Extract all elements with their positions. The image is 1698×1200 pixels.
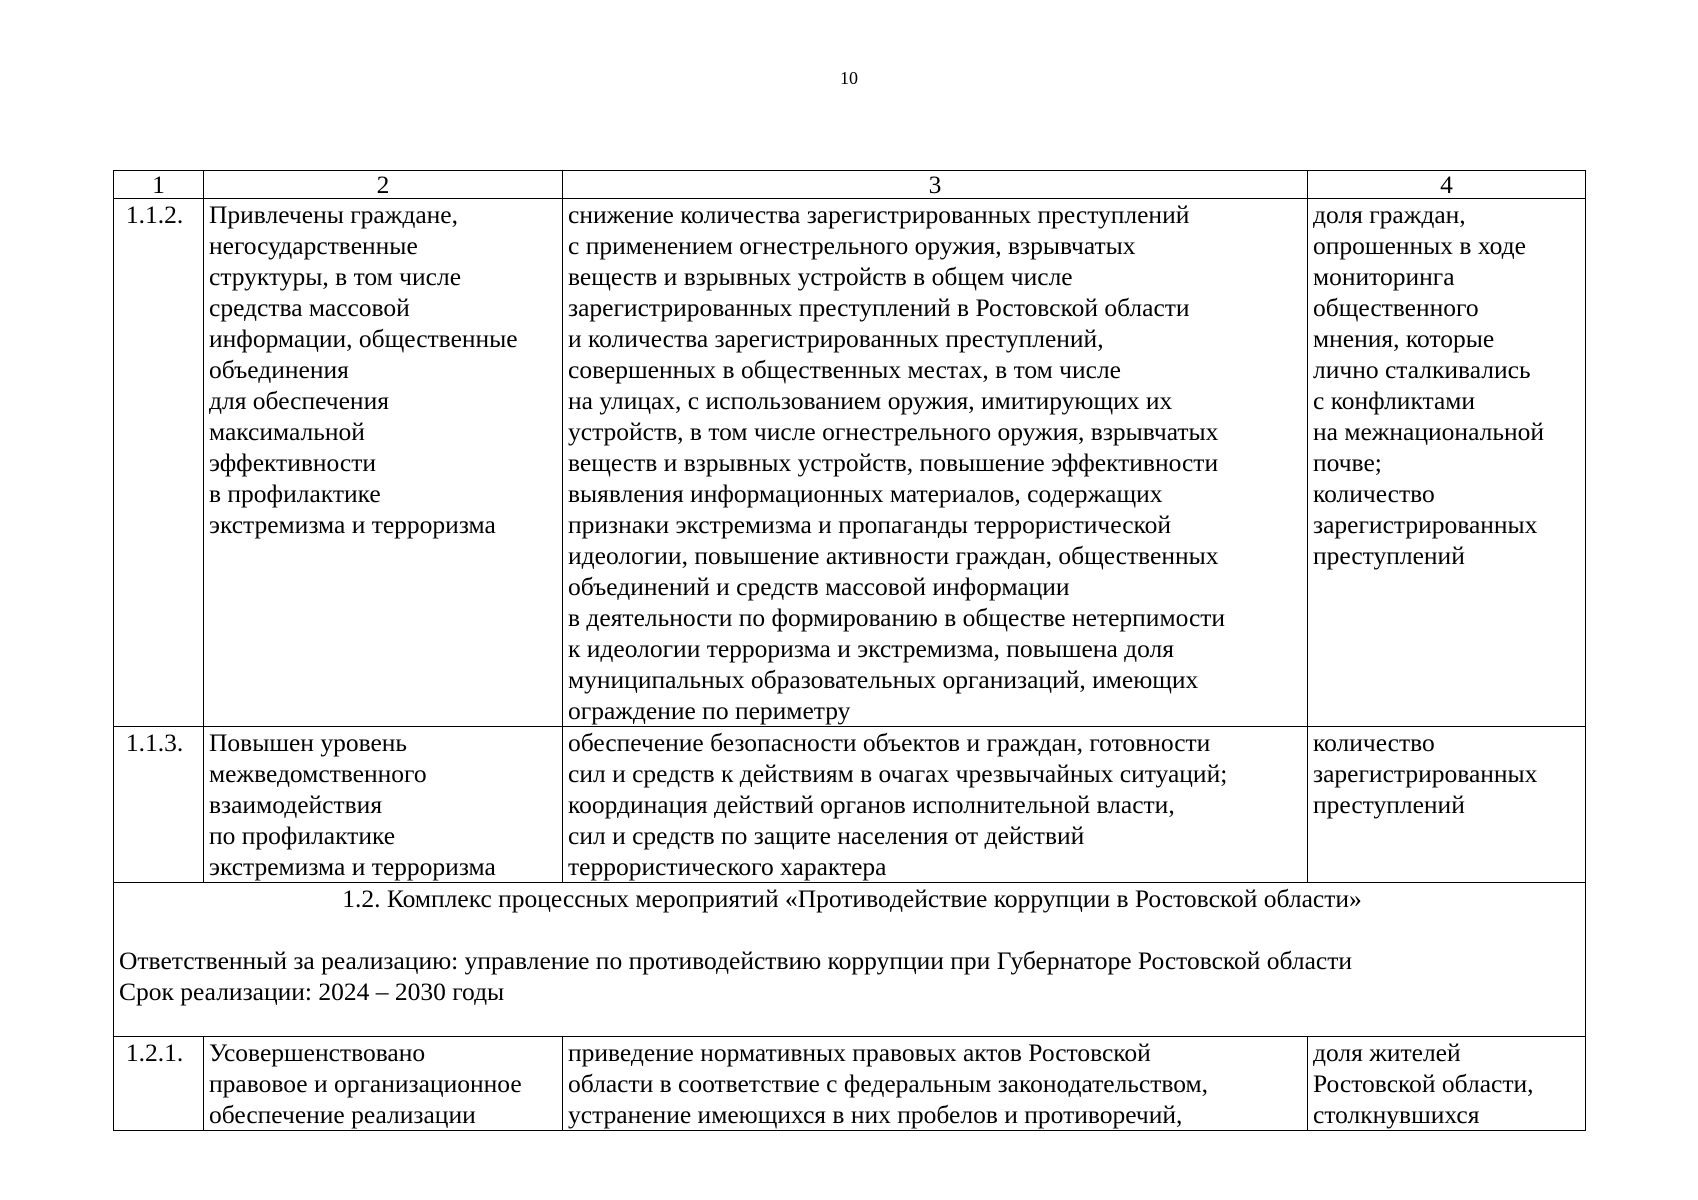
cell-text-line: с применением огнестрельного оружия, взрывчатых xyxy=(568,231,1136,260)
cell-text-line: идеологии, повышение активности граждан, общественных xyxy=(568,541,1219,570)
cell-text-line: устранение имеющихся в них пробелов и противоречий, xyxy=(568,1100,1183,1129)
cell-text-line: обеспечение реализации xyxy=(209,1100,476,1129)
cell-text-line: негосударственные xyxy=(209,231,418,260)
page-number: 10 xyxy=(840,68,858,88)
cell-text-line: экстремизма и терроризма xyxy=(209,510,496,539)
cell-text-line: количество xyxy=(1313,479,1435,508)
cell-text-line: снижение количества зарегистрированных преступлений xyxy=(568,200,1190,229)
cell-text-line: сил и средств по защите населения от действий xyxy=(568,821,1085,850)
section-row xyxy=(114,883,1586,1037)
result-description xyxy=(204,199,563,727)
table-row xyxy=(114,199,1586,727)
result-description xyxy=(204,727,563,883)
cell-text-line: в деятельности по формированию в обществе нетерпимости xyxy=(568,603,1226,632)
cell-text-line: Привлечены граждане, xyxy=(209,200,458,229)
cell-text-line: межведомственного xyxy=(209,759,427,788)
result-characteristics xyxy=(563,1037,1308,1131)
row-number: 1.1.3. xyxy=(114,727,204,883)
cell-text-line: муниципальных образовательных организаций, имеющих xyxy=(568,665,1199,694)
cell-text-line: информации, общественные xyxy=(209,324,518,353)
cell-text-line: на межнациональной xyxy=(1313,417,1545,446)
table-row xyxy=(114,727,1586,883)
cell-text-line: координация действий органов исполнительной власти, xyxy=(568,790,1175,819)
cell-text-line: преступлений xyxy=(1313,541,1465,570)
cell-text-line: веществ и взрывных устройств, повышение эффективности xyxy=(568,448,1219,477)
cell-text-line: объединений и средств массовой информации xyxy=(568,572,1070,601)
section-responsible: Ответственный за реализацию: управление по противодействию коррупции при Губернаторе Ростовской области xyxy=(119,946,1353,975)
cell-text-line: взаимодействия xyxy=(209,790,383,819)
cell-text-line: на улицах, с использованием оружия, имитирующих их xyxy=(568,386,1173,415)
cell-text-line: правовое и организационное xyxy=(209,1069,522,1098)
cell-text-line: ограждение по периметру xyxy=(568,696,851,725)
cell-text-line: Усовершенствовано xyxy=(209,1038,426,1067)
row-number: 1.1.2. xyxy=(114,199,204,727)
cell-text-line: террористического характера xyxy=(568,852,887,881)
cell-text-line: мнения, которые xyxy=(1313,324,1495,353)
section-cell xyxy=(114,883,1586,1037)
cell-text-line: зарегистрированных преступлений в Ростовской области xyxy=(568,293,1190,322)
cell-text-line: к идеологии терроризма и экстремизма, повышена доля xyxy=(568,634,1174,663)
cell-text-line: в профилактике xyxy=(209,479,381,508)
document-table xyxy=(113,170,1586,1131)
header-col-3: 3 xyxy=(563,171,1308,199)
cell-text-line: приведение нормативных правовых актов Ростовской xyxy=(568,1038,1151,1067)
header-col-4: 4 xyxy=(1308,171,1586,199)
cell-text-line: средства массовой xyxy=(209,293,410,322)
header-col-1: 1 xyxy=(114,171,204,199)
cell-text-line: преступлений xyxy=(1313,790,1465,819)
cell-text-line: Ростовской области, xyxy=(1313,1069,1534,1098)
indicator-link xyxy=(1308,199,1586,727)
result-characteristics xyxy=(563,727,1308,883)
cell-text-line: области в соответствие с федеральным законодательством, xyxy=(568,1069,1209,1098)
section-term: Срок реализации: 2024 – 2030 годы xyxy=(119,977,505,1006)
cell-text-line: максимальной xyxy=(209,417,365,446)
result-description xyxy=(204,1037,563,1131)
cell-text-line: веществ и взрывных устройств в общем числе xyxy=(568,262,1073,291)
table-row xyxy=(114,1037,1586,1131)
cell-text-line: доля жителей xyxy=(1313,1038,1461,1067)
header-col-2: 2 xyxy=(204,171,563,199)
cell-text-line: объединения xyxy=(209,355,349,384)
cell-text-line: опрошенных в ходе xyxy=(1313,231,1526,260)
indicator-link xyxy=(1308,727,1586,883)
row-number: 1.2.1. xyxy=(114,1037,204,1131)
cell-text-line: совершенных в общественных местах, в том числе xyxy=(568,355,1121,384)
cell-text-line: лично сталкивались xyxy=(1313,355,1531,384)
section-title: 1.2. Комплекс процессных мероприятий «Противодействие коррупции в Ростовской области» xyxy=(342,884,1362,913)
cell-text-line: мониторинга xyxy=(1313,262,1455,291)
cell-text-line: для обеспечения xyxy=(209,386,389,415)
cell-text-line: признаки экстремизма и пропаганды террористической xyxy=(568,510,1172,539)
cell-text-line: по профилактике xyxy=(209,821,396,850)
cell-text-line: столкнувшихся xyxy=(1313,1100,1480,1129)
cell-text-line: доля граждан, xyxy=(1313,200,1466,229)
result-characteristics xyxy=(563,199,1308,727)
cell-text-line: количество xyxy=(1313,728,1435,757)
cell-text-line: экстремизма и терроризма xyxy=(209,852,496,881)
table-header-row xyxy=(114,171,1586,199)
cell-text-line: зарегистрированных xyxy=(1313,759,1538,788)
cell-text-line: обеспечение безопасности объектов и граждан, готовности xyxy=(568,728,1211,757)
cell-text-line: устройств, в том числе огнестрельного оружия, взрывчатых xyxy=(568,417,1219,446)
indicator-link xyxy=(1308,1037,1586,1131)
cell-text-line: сил и средств к действиям в очагах чрезвычайных ситуаций; xyxy=(568,759,1228,788)
cell-text-line: и количества зарегистрированных преступлений, xyxy=(568,324,1104,353)
cell-text-line: структуры, в том числе xyxy=(209,262,462,291)
cell-text-line: почве; xyxy=(1313,448,1382,477)
cell-text-line: выявления информационных материалов, содержащих xyxy=(568,479,1163,508)
cell-text-line: зарегистрированных xyxy=(1313,510,1538,539)
cell-text-line: с конфликтами xyxy=(1313,386,1476,415)
cell-text-line: эффективности xyxy=(209,448,377,477)
cell-text-line: Повышен уровень xyxy=(209,728,408,757)
cell-text-line: общественного xyxy=(1313,293,1479,322)
